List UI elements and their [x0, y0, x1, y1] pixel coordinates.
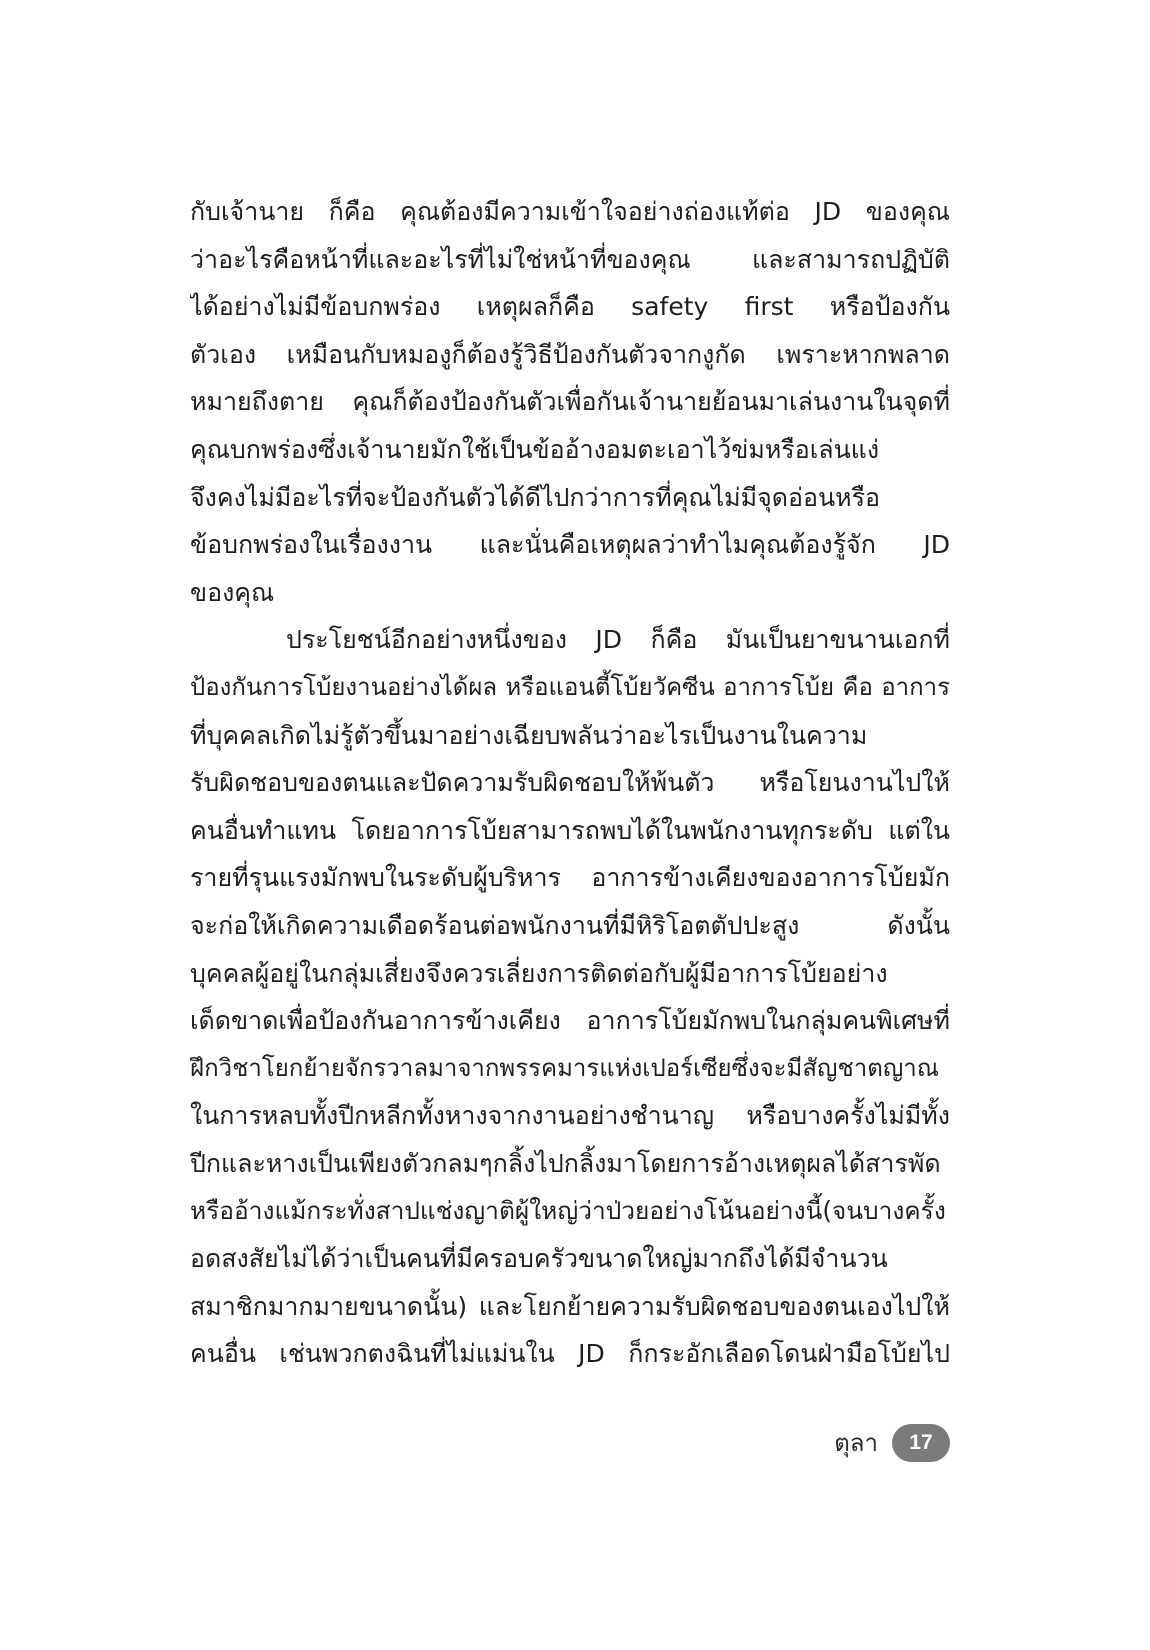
text-line: ของคุณ [190, 577, 275, 607]
page-number-badge [892, 1424, 950, 1462]
text-line: จึงคงไม่มีอะไรที่จะป้องกันตัวได้ดีไปกว่าการที่คุณไม่มีจุดอ่อนหรือ [190, 482, 881, 512]
text-line: หมายถึงตาย คุณก็ต้องป้องกันตัวเพื่อกันเจ้านายย้อนมาเล่นงานในจุดที่ [190, 387, 950, 417]
text-line: บุคคลผู้อยู่ในกลุ่มเสี่ยงจึงควรเลี่ยงการติดต่อกับผู้มีอาการโบ้ยอย่าง [190, 958, 888, 988]
text-line: คนอื่น เช่นพวกตงฉินที่ไม่แม่นใน JD ก็กระอักเลือดโดนฝ่ามือโบ้ยไป [190, 1339, 950, 1369]
text-line: รับผิดชอบของตนและปัดความรับผิดชอบให้พ้นตัว หรือโยนงานไปให้ [190, 768, 950, 798]
text-line: หรืออ้างแม้กระทั่งสาปแช่งญาติผู้ใหญ่ว่าป่วยอย่างโน้นอย่างนี้(จนบางครั้ง [190, 1196, 946, 1226]
text-line: รายที่รุนแรงมักพบในระดับผู้บริหาร อาการข้างเคียงของอาการโบ้ยมัก [190, 863, 950, 893]
page-number: 17 [909, 1431, 933, 1454]
text-line: จะก่อให้เกิดความเดือดร้อนต่อพนักงานที่มีหิริโอตตัปปะสูง ดังนั้น [190, 910, 950, 940]
text-line: คุณบกพร่องซึ่งเจ้านายมักใช้เป็นข้ออ้างอมตะเอาไว้ข่มหรือเล่นแง่ [190, 434, 880, 464]
text-line: ฝึกวิชาโยกย้ายจักรวาลมาจากพรรคมารแห่งเปอร์เซียซึ่งจะมีสัญชาตญาณ [190, 1053, 940, 1082]
text-line: ที่บุคคลเกิดไม่รู้ตัวขึ้นมาอย่างเฉียบพลันว่าอะไรเป็นงานในความ [190, 720, 868, 750]
body-text [190, 188, 950, 1378]
text-line: ข้อบกพร่องในเรื่องงาน และนั่นคือเหตุผลว่าทำไมคุณต้องรู้จัก JD [190, 530, 950, 560]
text-line: อดสงสัยไม่ได้ว่าเป็นคนที่มีครอบครัวขนาดใหญ่มากถึงได้มีจำนวน [190, 1244, 888, 1274]
text-line: ป้องกันการโบ้ยงานอย่างได้ผล หรือแอนตี้โบ้ยวัคซีน อาการโบ้ย คือ อาการ [190, 672, 950, 701]
text-line: ในการหลบทั้งปีกหลีกทั้งหางจากงานอย่างชำนาญ หรือบางครั้งไม่มีทั้ง [190, 1101, 950, 1131]
text-line: ว่าอะไรคือหน้าที่และอะไรที่ไม่ใช่หน้าที่ของคุณ และสามารถปฏิบัติ [190, 244, 950, 274]
text-line: ได้อย่างไม่มีข้อบกพร่อง เหตุผลก็คือ safety first หรือป้องกัน [190, 292, 950, 322]
text-line: ปีกและหางเป็นเพียงตัวกลมๆกลิ้งไปกลิ้งมาโดยการอ้างเหตุผลได้สารพัด [190, 1148, 941, 1178]
running-title: ตุลา [834, 1429, 878, 1457]
text-line: กับเจ้านาย ก็คือ คุณต้องมีความเข้าใจอย่างถ่องแท้ต่อ JD ของคุณ [190, 197, 950, 226]
text-line: ตัวเอง เหมือนกับหมองูก็ต้องรู้วิธีป้องกันตัวจากงูกัด เพราะหากพลาด [190, 339, 950, 369]
text-line: คนอื่นทำแทน โดยอาการโบ้ยสามารถพบได้ในพนักงานทุกระดับ แต่ใน [190, 815, 950, 845]
paragraph-first-line: ประโยชน์อีกอย่างหนึ่งของ JD ก็คือ มันเป็นยาขนานเอกที่ [286, 625, 950, 655]
text-line: เด็ดขาดเพื่อป้องกันอาการข้างเคียง อาการโบ้ยมักพบในกลุ่มคนพิเศษที่ [190, 1006, 950, 1036]
page-footer [834, 1424, 950, 1462]
text-line: สมาชิกมากมายขนาดนั้น) และโยกย้ายความรับผิดชอบของตนเองไปให้ [190, 1291, 950, 1321]
